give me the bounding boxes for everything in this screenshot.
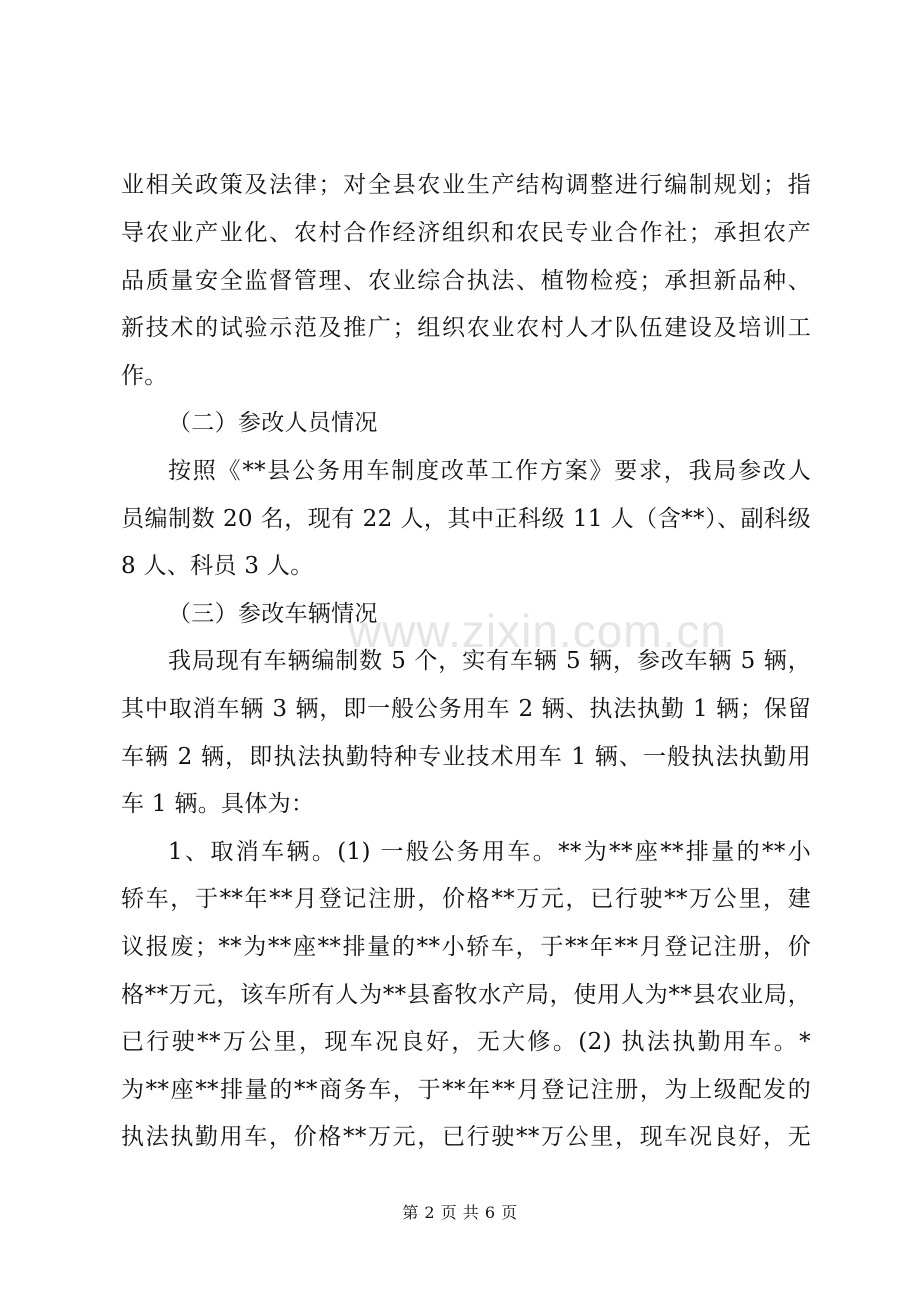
text-line: 作。 [121,363,168,389]
text-line: 轿车，于**年**月登记注册，价格**万元，已行驶**万公里，建 [121,886,811,912]
text-line: 1、取消车辆。(1) 一般公务用车。**为**座**排量的**小 [168,839,811,865]
section-heading: （二）参改人员情况 [168,410,378,436]
text-line: 车辆 2 辆，即执法执勤特种专业技术用车 1 辆、一般执法执勤用 [121,744,811,770]
text-line: 格**万元，该车所有人为**县畜牧水产局，使用人为**县农业局， [121,982,811,1008]
text-line: 新技术的试验示范及推广；组织农业农村人才队伍建设及培训工 [121,315,811,341]
text-line: 执法执勤用车，价格**万元，已行驶**万公里，现车况良好，无 [121,1124,811,1150]
section-heading: （三）参改车辆情况 [168,601,378,627]
text-line: 品质量安全监督管理、农业综合执法、植物检疫；承担新品种、 [121,268,811,294]
text-line: 为**座**排量的**商务车，于**年**月登记注册，为上级配发的 [121,1077,811,1103]
text-line: 车 1 辆。具体为： [121,791,315,817]
text-line: 其中取消车辆 3 辆，即一般公务用车 2 辆、执法执勤 1 辆；保留 [121,696,811,722]
text-line: 议报废；**为**座**排量的**小轿车，于**年**月登记注册，价 [121,934,811,960]
text-line: 导农业产业化、农村合作经济组织和农民专业合作社；承担农产 [121,220,811,246]
text-line: 按照《**县公务用车制度改革工作方案》要求，我局参改人 [168,458,811,484]
watermark: www.zixin.com.cn [348,605,727,657]
text-line: 员编制数 20 名，现有 22 人，其中正科级 11 人（含**）、副科级 [121,506,811,532]
text-line: 业相关政策及法律；对全县农业生产结构调整进行编制规划；指 [121,172,811,198]
page-number-footer: 第 2 页 共 6 页 [402,1203,518,1222]
text-line: 我局现有车辆编制数 5 个，实有车辆 5 辆，参改车辆 5 辆， [168,648,811,674]
text-line: 8 人、科员 3 人。 [121,553,314,579]
text-line: 已行驶**万公里，现车况良好，无大修。(2) 执法执勤用车。* [121,1029,811,1055]
